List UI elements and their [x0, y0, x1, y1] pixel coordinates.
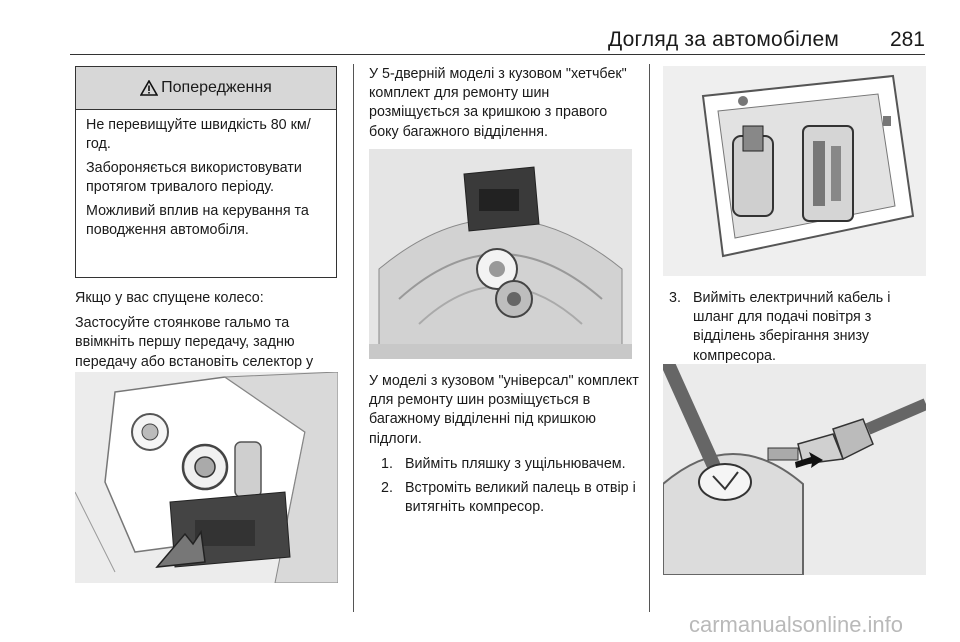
warning-header — [76, 67, 336, 110]
page-number: 281 — [889, 28, 925, 51]
column-separator — [353, 64, 354, 612]
warning-title: Попередження — [161, 79, 272, 96]
flat-tyre-intro: Якщо у вас спущене колесо: — [75, 290, 264, 306]
section-title: Догляд за автомобілем — [607, 28, 839, 51]
mid-column-text-bottom — [369, 372, 639, 522]
column-separator — [649, 64, 650, 612]
warning-paragraph: Не перевищуйте швидкість 80 км/год. — [86, 117, 311, 152]
warning-paragraph: Забороняється використовувати протягом тривалого періоду. — [86, 160, 302, 195]
step-item: 2. Встроміть великий палець в отвір і витягніть компресор. — [381, 480, 636, 516]
right-column-text — [669, 289, 924, 371]
hose-connection-illustration — [663, 364, 926, 575]
mid-column-text-top — [369, 65, 639, 148]
trunk-floor-illustration — [369, 149, 632, 359]
hose-connection-image — [663, 364, 926, 575]
warning-box — [75, 66, 337, 278]
step-item: 3. Вийміть електричний кабель і шланг для подачі повітря з відділень зберігання знизу компресора. — [669, 290, 891, 364]
page-header — [70, 20, 925, 55]
watermark: carmanualsonline.info — [689, 612, 904, 637]
compartment-illustration — [75, 372, 338, 583]
warning-paragraph: Можливий вплив на керування та поводження автомобіля. — [86, 203, 309, 238]
trunk-compartment-image — [75, 372, 338, 583]
parking-instruction: Застосуйте стоянкове гальмо та ввімкніть першу передачу, задню передачу або встановіть селектор у — [75, 314, 343, 391]
trunk-floor-image — [369, 149, 632, 359]
hatchback-kit-location: У 5-дверній моделі з кузовом "хетчбек" комплект для ремонту шин розміщується за кришкою з правого боку багажного відділення. — [369, 66, 627, 140]
warning-body — [76, 110, 336, 251]
compressor-tray-illustration — [663, 66, 926, 276]
estate-kit-location: У моделі з кузовом "універсал" комплект для ремонту шин розміщується в багажному відділенні під кришкою підлоги. — [369, 373, 639, 447]
compressor-tray-image — [663, 66, 926, 276]
step-item: 1. Вийміть пляшку з ущільнювачем. — [381, 455, 626, 472]
warning-triangle-icon — [140, 80, 158, 96]
